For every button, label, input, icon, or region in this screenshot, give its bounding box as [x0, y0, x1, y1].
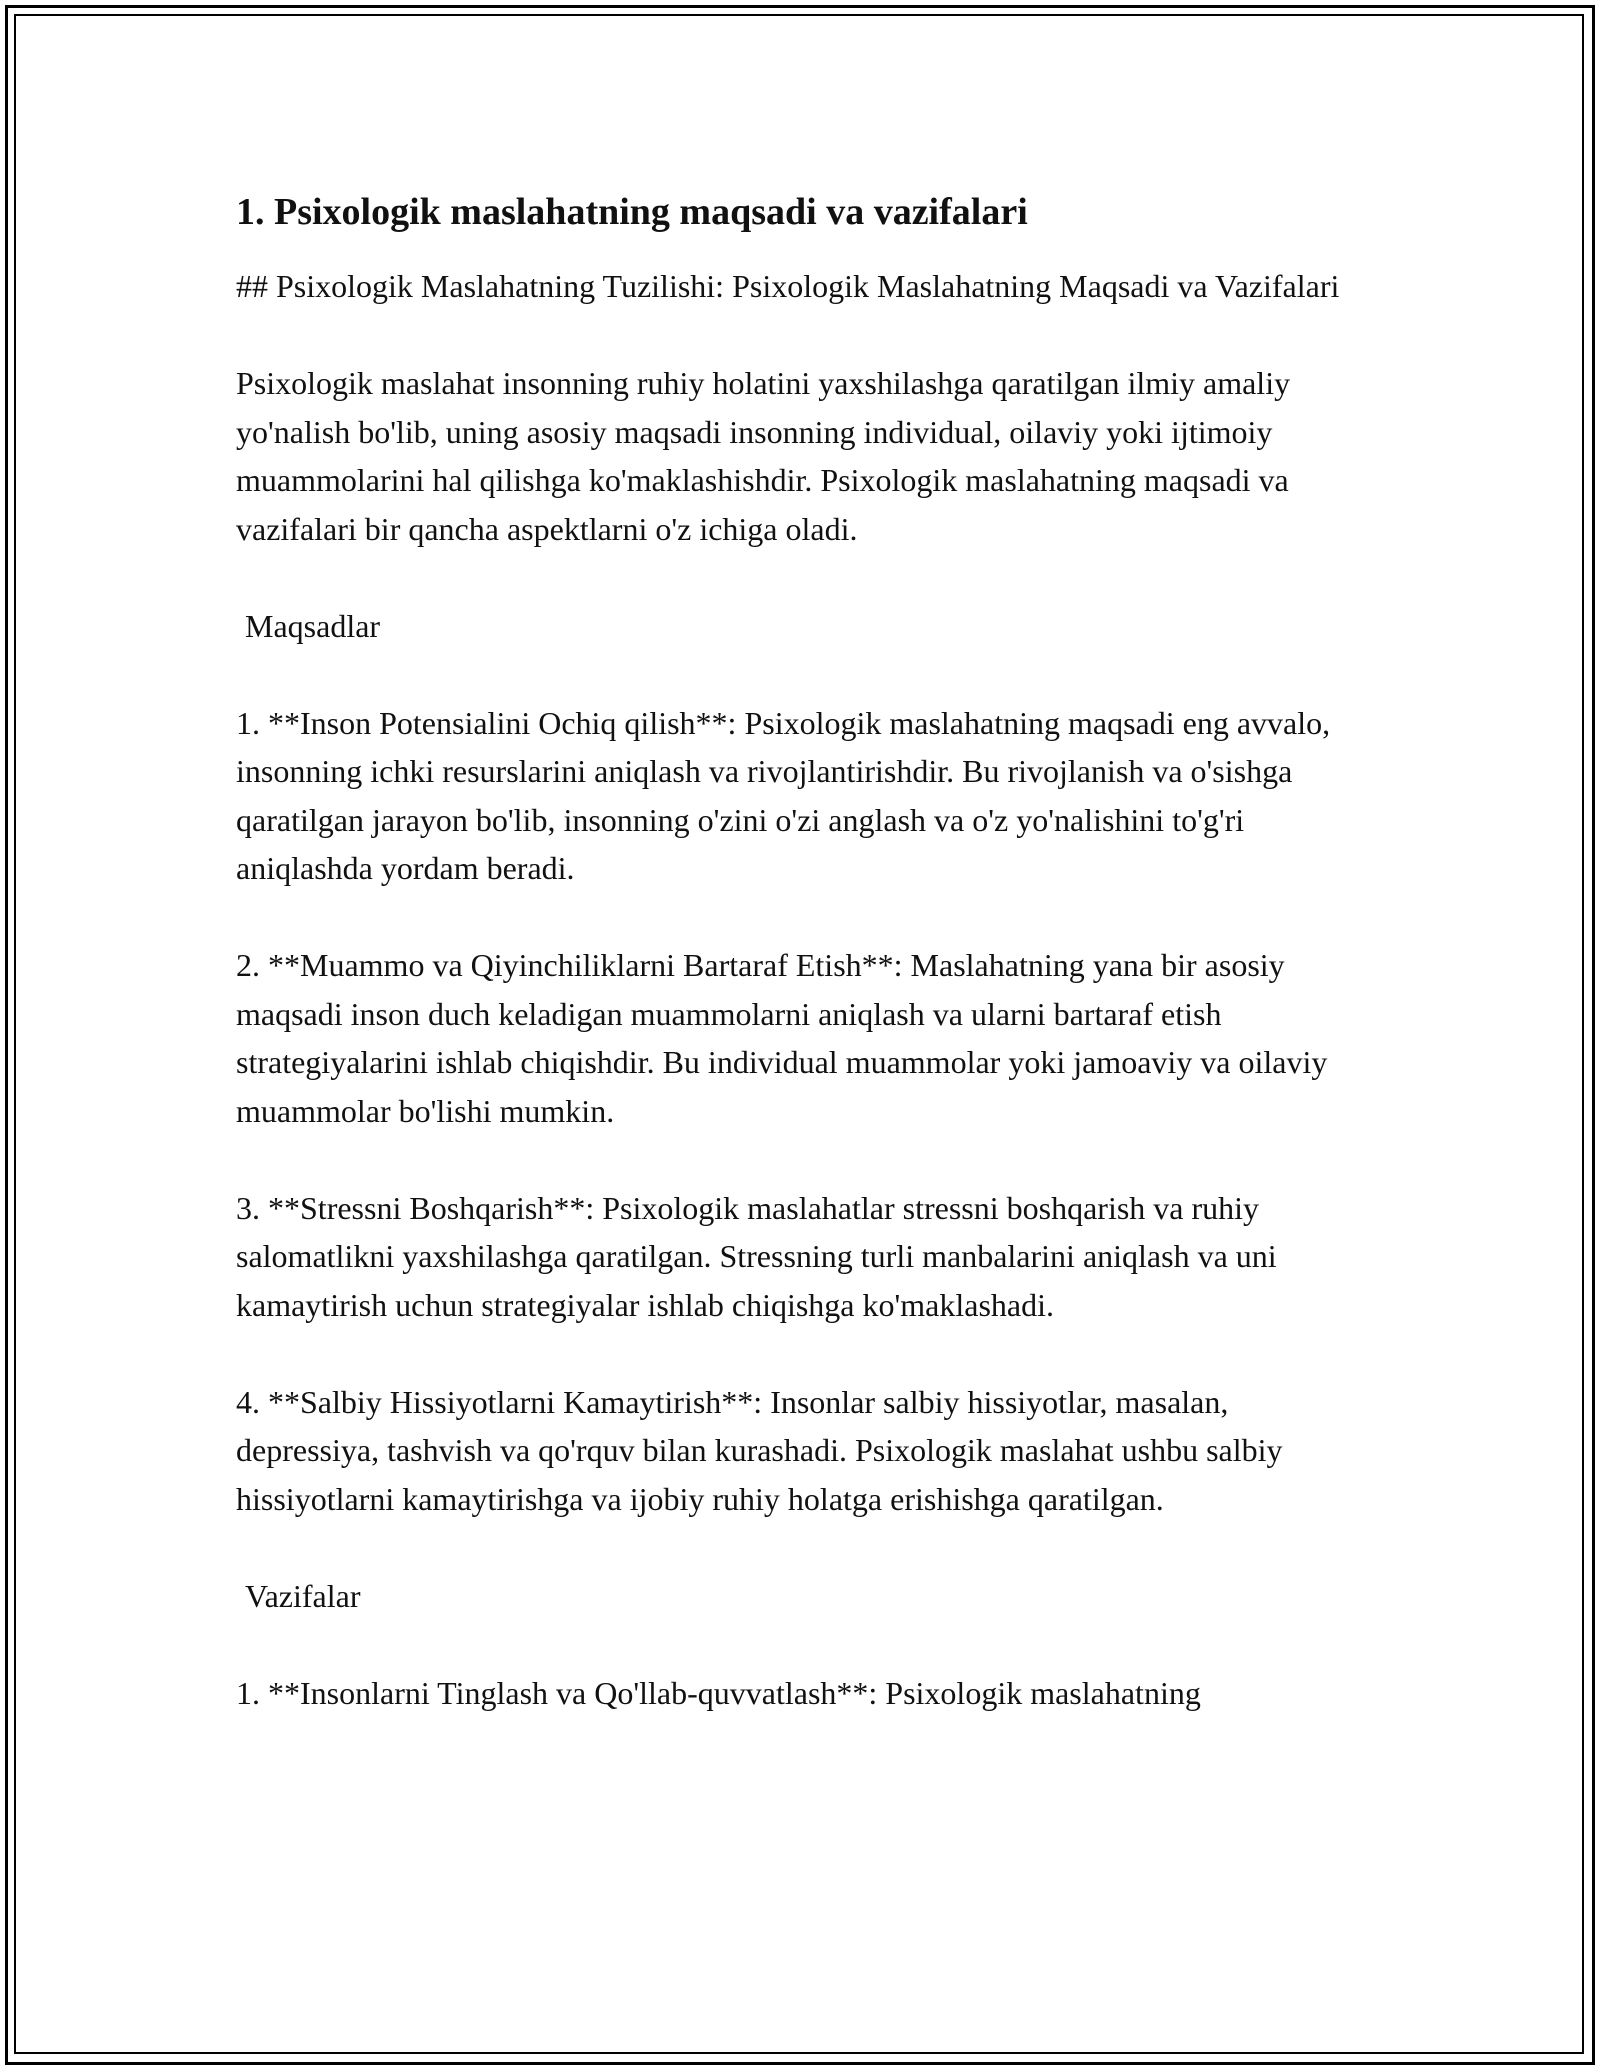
goal-item-4: 4. **Salbiy Hissiyotlarni Kamaytirish**: Insonlar salbiy hissiyotlar, masalan, depressiya, tashvish va qo'rquv bilan kurashadi. Psixologik maslahat ushbu salbiy hissiyotlarni kamaytirishga va ijobiy ruhiy holatga erishishga qaratilgan.: [236, 1383, 1283, 1517]
goal-item-3: 3. **Stressni Boshqarish**: Psixologik maslahatlar stressni boshqarish va ruhiy salomatlikni yaxshilashga qaratilgan. Stressning turli manbalarini aniqlash va uni kamaytirish uchun strategiyalar ishlab chiqishga ko'maklashadi.: [236, 1189, 1277, 1323]
task-item-1: 1. **Insonlarni Tinglash va Qo'llab-quvvatlash**: Psixologik maslahatning: [236, 1674, 1201, 1711]
goals-heading: Maqsadlar: [245, 607, 381, 644]
intro-paragraph: Psixologik maslahat insonning ruhiy holatini yaxshilashga qaratilgan ilmiy amaliy yo'nalish bo'lib, uning asosiy maqsadi insonning individual, oilaviy yoki ijtimoiy muammolarini hal qilishga ko'maklashishdir. Psixologik maslahatning maqsadi va vazifalari bir qancha aspektlarni o'z ichiga oladi.: [236, 365, 1291, 547]
tasks-heading: Vazifalar: [245, 1577, 361, 1614]
document-subtitle: ## Psixologik Maslahatning Tuzilishi: Psixologik Maslahatning Maqsadi va Vazifalari: [236, 268, 1340, 304]
document-body: [236, 186, 1376, 1717]
goal-item-1: 1. **Inson Potensialini Ochiq qilish**: Psixologik maslahatning maqsadi eng avvalo, insonning ichki resurslarini aniqlash va rivojlantirishdir. Bu rivojlanish va o'sishga qaratilgan jarayon bo'lib, insonning o'zini o'zi anglash va o'z yo'nalishini to'g'ri aniqlashda yordam beradi.: [236, 704, 1331, 886]
document-title: 1. Psixologik maslahatning maqsadi va vazifalari: [236, 191, 1028, 233]
goal-item-2: 2. **Muammo va Qiyinchiliklarni Bartaraf Etish**: Maslahatning yana bir asosiy maqsadi inson duch keladigan muammolarni aniqlash va ularni bartaraf etish strategiyalarini ishlab chiqishdir. Bu individual muammolar yoki jamoaviy va oilaviy muammolar bo'lishi mumkin.: [236, 947, 1328, 1129]
